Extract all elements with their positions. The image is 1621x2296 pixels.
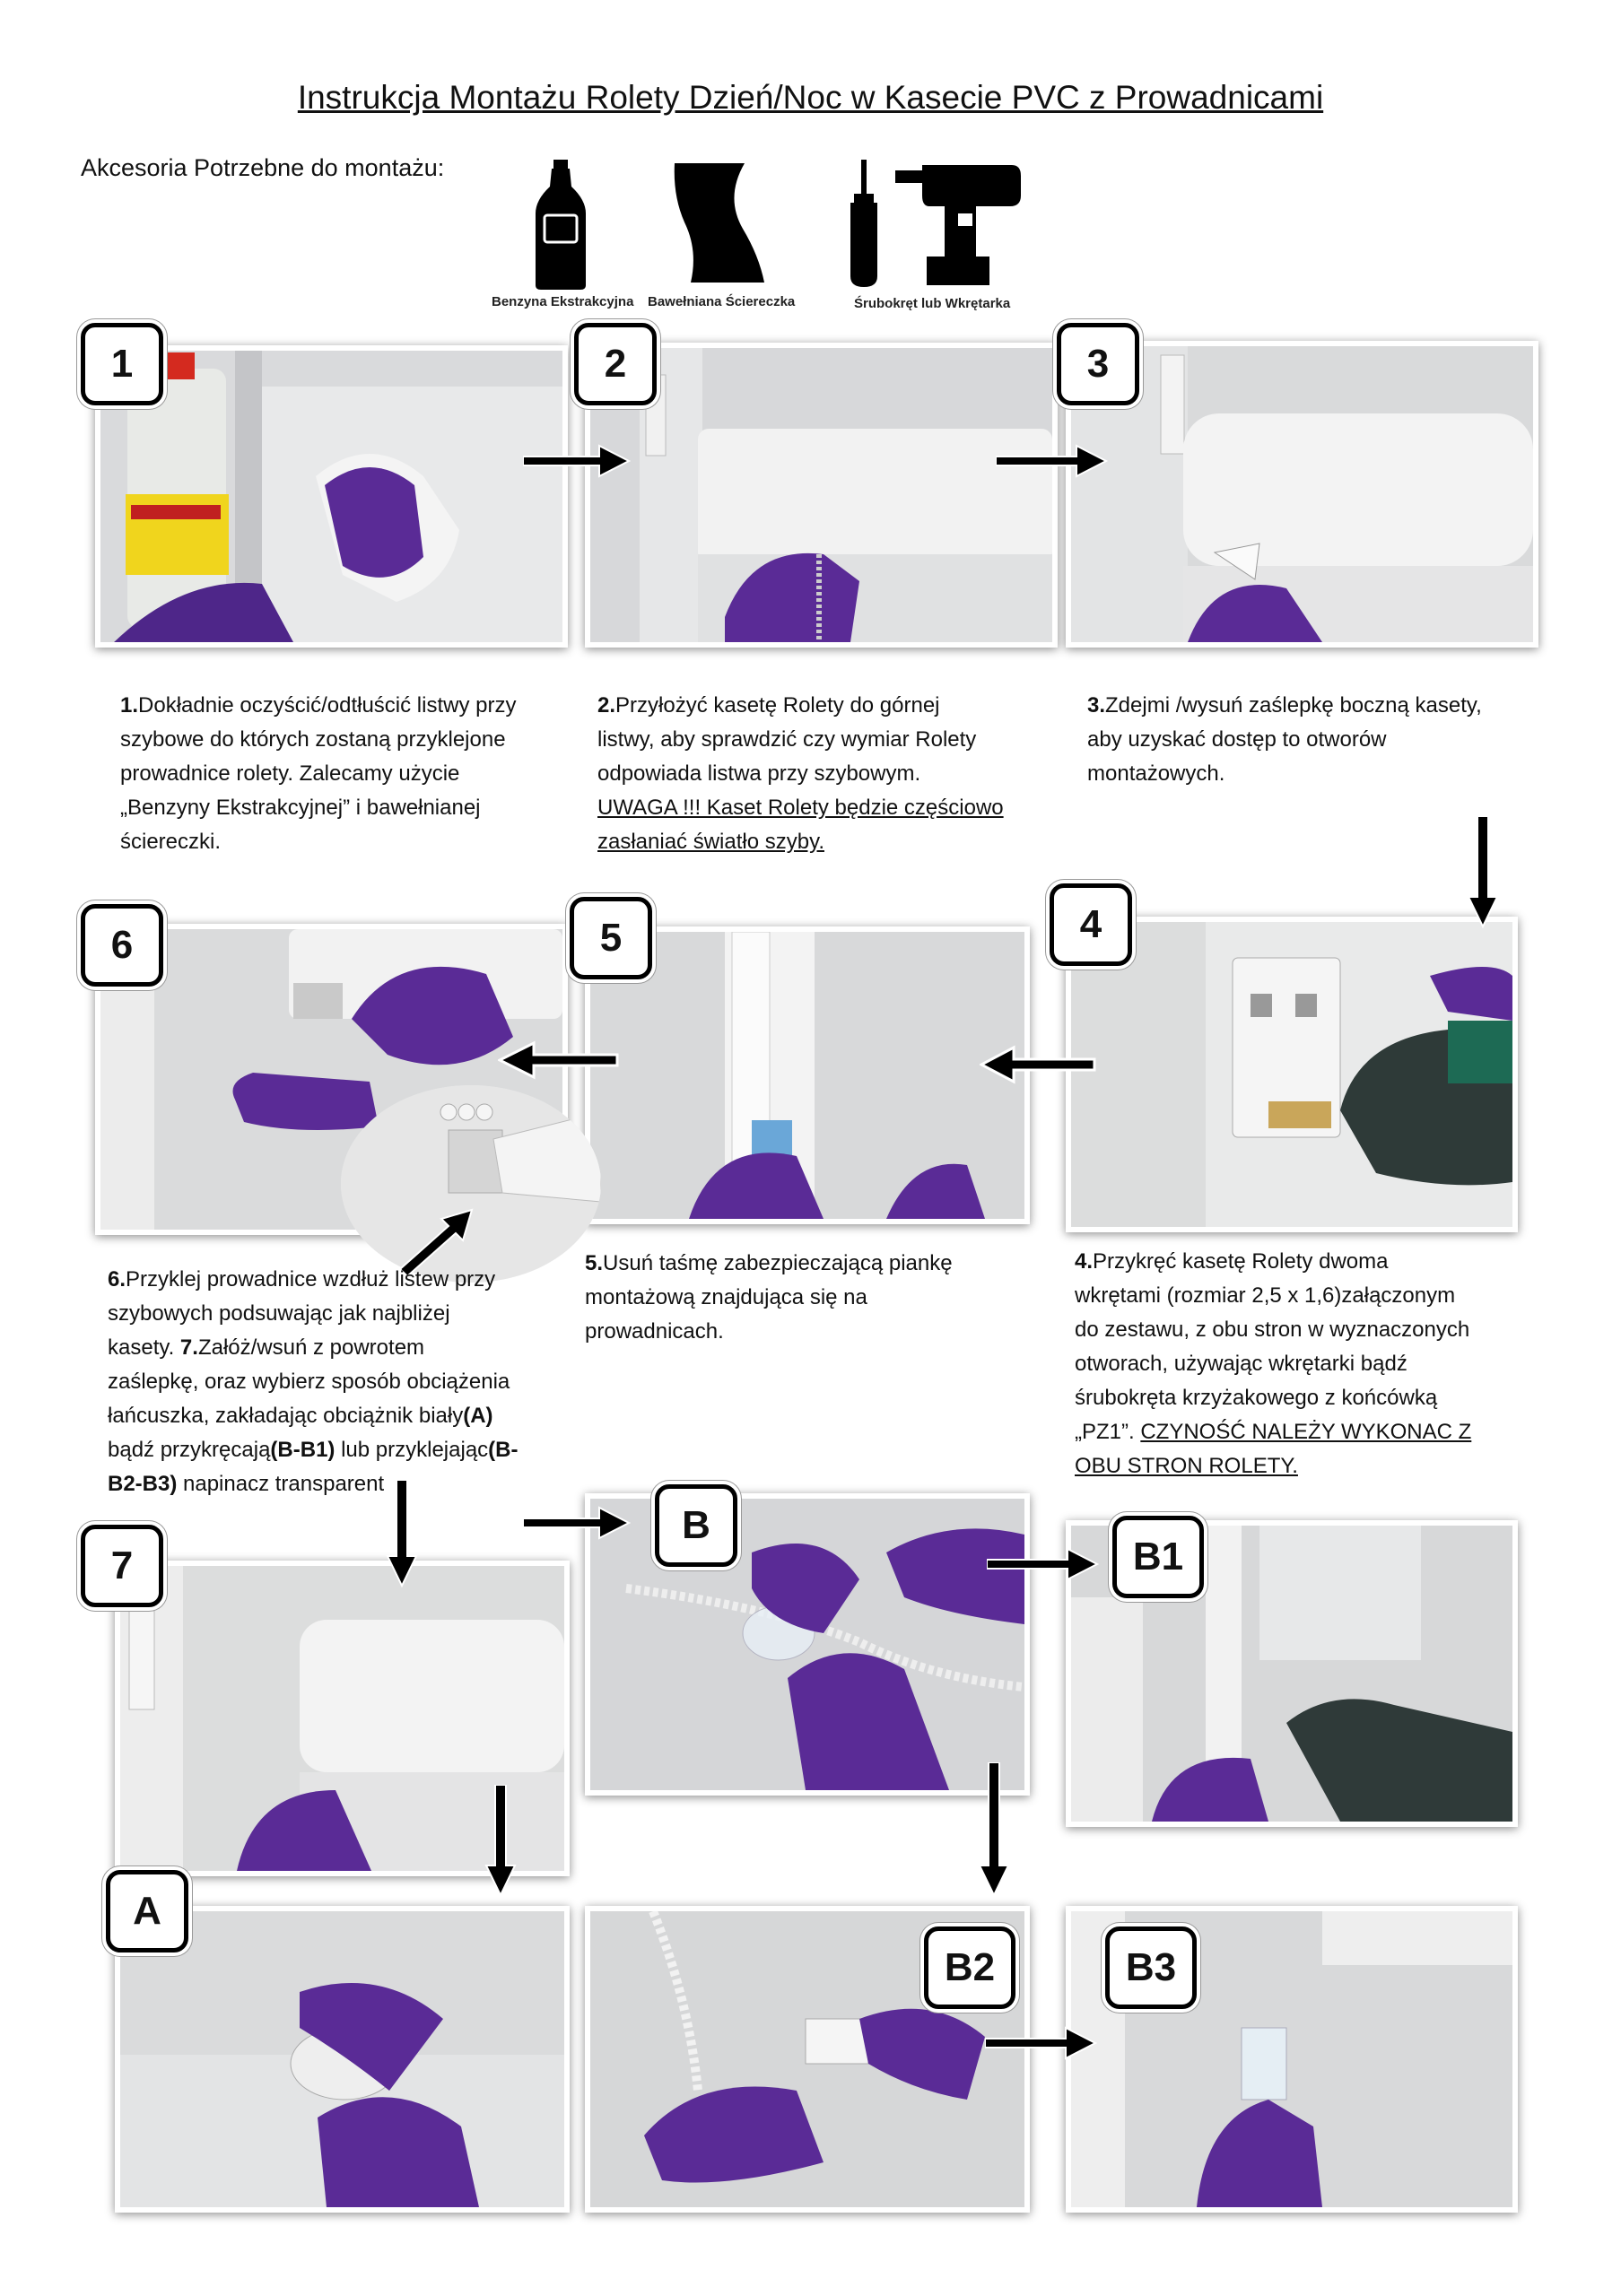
photo-step-5 xyxy=(585,926,1030,1224)
arrow-right-B2-B3 xyxy=(985,2025,1097,2061)
step-4-number: 4. xyxy=(1075,1249,1094,1274)
badge-step-7: 7 xyxy=(81,1525,163,1607)
step-2-number: 2. xyxy=(597,693,616,718)
photo-step-A xyxy=(115,1906,570,2213)
step-7-line: zaślepkę, oraz wybierz sposób obciążenia xyxy=(108,1370,510,1394)
badge-step-B: B xyxy=(655,1484,737,1567)
arrow-down-7-A xyxy=(484,1785,517,1897)
photo-step-B xyxy=(585,1493,1030,1796)
step-1-line: „Benzyny Ekstrakcyjnej” i bawełnianej xyxy=(120,796,481,820)
tool-label-sciereczka: Bawełniana Ściereczka xyxy=(648,294,796,309)
arrow-right-2-3 xyxy=(996,443,1108,479)
step-1-line: ściereczki. xyxy=(120,830,222,854)
step-2-warning: zasłaniać światło szyby. xyxy=(597,830,824,854)
badge-step-6: 6 xyxy=(81,904,163,987)
step-2-line: Przyłożyć kasetę Rolety do górnej xyxy=(615,693,940,718)
bottle-icon xyxy=(534,160,588,290)
step-6-number: 6. xyxy=(108,1267,126,1292)
step-4-line: „PZ1”. xyxy=(1075,1420,1135,1444)
step-2-line: odpowiada listwa przy szybowym. xyxy=(597,761,921,786)
badge-step-4: 4 xyxy=(1050,883,1132,966)
step-7-line: łańcuszka, zakładając obciążnik biały xyxy=(108,1404,464,1428)
badge-step-1: 1 xyxy=(81,323,163,405)
step-1-number: 1. xyxy=(120,693,139,718)
step-4-warning: OBU STRON ROLETY. xyxy=(1075,1454,1298,1478)
step-1-line: prowadnice rolety. Zalecamy użycie xyxy=(120,761,460,786)
badge-step-B2: B2 xyxy=(924,1926,1015,2009)
step-2-warning: UWAGA !!! Kaset Rolety będzie częściowo xyxy=(597,796,1004,820)
step-7-option-b-b1: (B-B1) xyxy=(270,1438,336,1462)
arrow-right-7-B xyxy=(523,1505,631,1541)
photo-step-4 xyxy=(1066,917,1518,1232)
arrow-down-3-4 xyxy=(1467,816,1499,928)
cloth-icon xyxy=(671,161,765,283)
step-7-line: napinacz transparent xyxy=(177,1472,385,1496)
step-3-line: aby uzyskać dostęp to otworów xyxy=(1087,727,1387,752)
step-5-number: 5. xyxy=(585,1251,604,1275)
step-5-text xyxy=(585,1247,1033,1349)
step-1-line: Dokładnie oczyścić/odtłuścić listwy przy xyxy=(138,693,517,718)
step-4-warning: CZYNOŚĆ NALEŻY WYKONAC Z xyxy=(1140,1420,1472,1444)
page-title: Instrukcja Montażu Rolety Dzień/Noc w Kasecie PVC z Prowadnicami xyxy=(297,79,1324,116)
badge-step-B1: B1 xyxy=(1112,1516,1204,1598)
step-7-number: 7. xyxy=(179,1335,198,1360)
screwdriver-drill-icon xyxy=(841,160,1021,292)
photo-step-1 xyxy=(95,345,568,648)
accessories-label: Akcesoria Potrzebne do montażu: xyxy=(81,154,445,181)
step-4-line: śrubokręta krzyżakowego z końcówką xyxy=(1075,1386,1438,1410)
arrow-right-1-2 xyxy=(523,443,631,479)
step-6-7-text xyxy=(108,1263,574,1501)
step-4-line: otworach, używając wkrętarki bądź xyxy=(1075,1352,1407,1376)
step-3-text xyxy=(1087,689,1554,791)
step-7-option-b-b2-b3: B2-B3) xyxy=(108,1472,178,1496)
step-4-text xyxy=(1075,1245,1559,1483)
step-4-line: wkrętami (rozmiar 2,5 x 1,6)załączonym xyxy=(1075,1283,1456,1308)
step-4-line: Przykręć kasetę Rolety dwoma xyxy=(1093,1249,1389,1274)
step-1-text xyxy=(120,689,578,859)
step-2-text xyxy=(597,689,1064,859)
step-7-line: bądź przykręcają xyxy=(108,1438,271,1462)
badge-step-A: A xyxy=(106,1870,188,1952)
badge-step-B3: B3 xyxy=(1105,1926,1197,2009)
badge-step-5: 5 xyxy=(570,897,652,979)
step-2-line: listwy, aby sprawdzić czy wymiar Rolety xyxy=(597,727,977,752)
arrow-left-4-5 xyxy=(980,1045,1096,1084)
step-4-line: do zestawu, z obu stron w wyznaczonych xyxy=(1075,1318,1470,1342)
step-7-line: Załóż/wsuń z powrotem xyxy=(197,1335,425,1360)
step-3-number: 3. xyxy=(1087,693,1106,718)
step-7-option-b-b2-b3: (B- xyxy=(488,1438,519,1462)
step-7-line: lub przyklejając xyxy=(335,1438,489,1462)
badge-step-2: 2 xyxy=(574,323,657,405)
tool-label-benzyna: Benzyna Ekstrakcyjna xyxy=(492,294,634,309)
tool-label-wkretarka: Śrubokręt lub Wkrętarka xyxy=(854,296,1011,311)
step-1-line: szybowe do których zostaną przyklejone xyxy=(120,727,506,752)
step-3-line: Zdejmi /wysuń zaślepkę boczną kasety, xyxy=(1105,693,1482,718)
step-5-line: prowadnicach. xyxy=(585,1319,724,1344)
step-3-line: montażowych. xyxy=(1087,761,1225,786)
step-6-line: Przyklej prowadnice wzdłuż listew przy xyxy=(126,1267,496,1292)
step-6-line: kasety. xyxy=(108,1335,180,1360)
arrow-left-5-6 xyxy=(498,1040,619,1080)
step-5-line: montażową znajdująca się na xyxy=(585,1285,867,1309)
arrow-down-B-B2 xyxy=(978,1762,1010,1897)
arrow-right-B-B1 xyxy=(987,1546,1099,1582)
badge-step-3: 3 xyxy=(1057,323,1139,405)
step-7-option-a: (A) xyxy=(463,1404,493,1428)
step-6-line: szybowych podsuwając jak najbliżej xyxy=(108,1301,450,1326)
step-5-line: Usuń taśmę zabezpieczającą piankę xyxy=(603,1251,953,1275)
